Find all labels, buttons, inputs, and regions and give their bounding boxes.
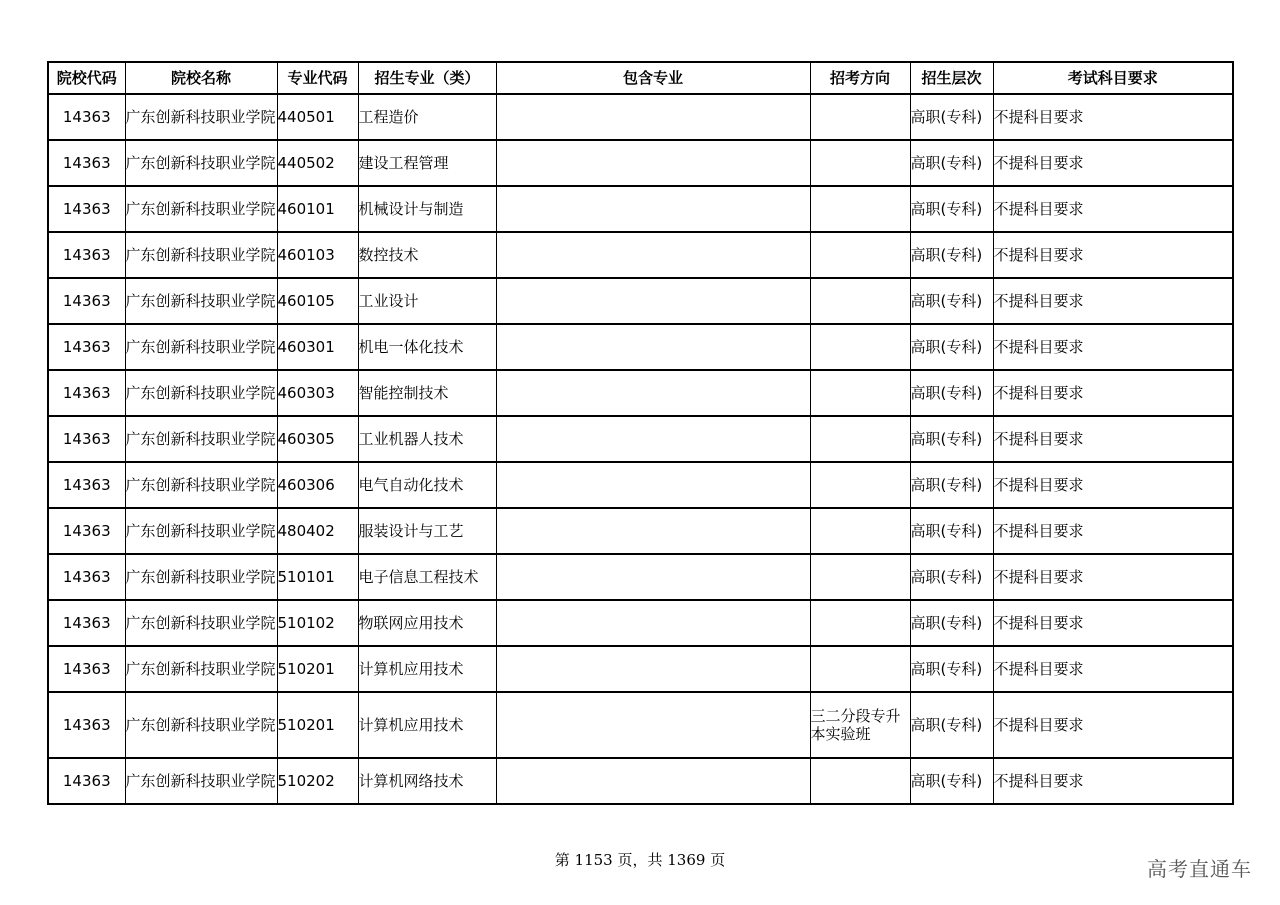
page-number: 第 1153 页，共 1369 页 bbox=[554, 851, 726, 869]
cell-school-name: 广东创新科技职业学院 bbox=[125, 554, 277, 600]
cell-direction bbox=[810, 600, 910, 646]
cell-included-majors bbox=[496, 554, 810, 600]
cell-major: 机电一体化技术 bbox=[358, 324, 496, 370]
cell-major-code: 460306 bbox=[277, 462, 358, 508]
cell-requirement: 不提科目要求 bbox=[993, 278, 1233, 324]
cell-included-majors bbox=[496, 324, 810, 370]
cell-included-majors bbox=[496, 508, 810, 554]
table-row bbox=[48, 600, 1233, 646]
cell-school-code: 14363 bbox=[48, 758, 125, 804]
cell-school-name: 广东创新科技职业学院 bbox=[125, 140, 277, 186]
cell-requirement: 不提科目要求 bbox=[993, 554, 1233, 600]
header-requirement: 考试科目要求 bbox=[993, 62, 1233, 94]
cell-included-majors bbox=[496, 646, 810, 692]
cell-requirement: 不提科目要求 bbox=[993, 232, 1233, 278]
cell-major-code: 510201 bbox=[277, 646, 358, 692]
cell-direction bbox=[810, 416, 910, 462]
header-level: 招生层次 bbox=[910, 62, 993, 94]
table-row bbox=[48, 186, 1233, 232]
cell-major-code: 480402 bbox=[277, 508, 358, 554]
cell-direction: 三二分段专升本实验班 bbox=[810, 692, 910, 758]
cell-school-code: 14363 bbox=[48, 462, 125, 508]
cell-major: 建设工程管理 bbox=[358, 140, 496, 186]
cell-school-name: 广东创新科技职业学院 bbox=[125, 370, 277, 416]
cell-school-name: 广东创新科技职业学院 bbox=[125, 600, 277, 646]
cell-major-code: 440502 bbox=[277, 140, 358, 186]
cell-school-name: 广东创新科技职业学院 bbox=[125, 232, 277, 278]
cell-requirement: 不提科目要求 bbox=[993, 94, 1233, 140]
cell-school-code: 14363 bbox=[48, 186, 125, 232]
table-row bbox=[48, 416, 1233, 462]
cell-major: 工程造价 bbox=[358, 94, 496, 140]
cell-level: 高职(专科) bbox=[910, 416, 993, 462]
cell-level: 高职(专科) bbox=[910, 554, 993, 600]
cell-included-majors bbox=[496, 186, 810, 232]
cell-school-code: 14363 bbox=[48, 94, 125, 140]
cell-school-code: 14363 bbox=[48, 646, 125, 692]
admissions-table bbox=[47, 61, 1234, 805]
table-row bbox=[48, 278, 1233, 324]
cell-major: 电气自动化技术 bbox=[358, 462, 496, 508]
table-row bbox=[48, 462, 1233, 508]
cell-school-code: 14363 bbox=[48, 416, 125, 462]
cell-school-code: 14363 bbox=[48, 554, 125, 600]
cell-included-majors bbox=[496, 94, 810, 140]
cell-school-code: 14363 bbox=[48, 232, 125, 278]
cell-school-name: 广东创新科技职业学院 bbox=[125, 416, 277, 462]
cell-direction bbox=[810, 554, 910, 600]
cell-direction bbox=[810, 186, 910, 232]
cell-major-code: 460101 bbox=[277, 186, 358, 232]
cell-level: 高职(专科) bbox=[910, 646, 993, 692]
cell-school-name: 广东创新科技职业学院 bbox=[125, 324, 277, 370]
cell-level: 高职(专科) bbox=[910, 232, 993, 278]
cell-level: 高职(专科) bbox=[910, 692, 993, 758]
cell-requirement: 不提科目要求 bbox=[993, 186, 1233, 232]
cell-school-name: 广东创新科技职业学院 bbox=[125, 186, 277, 232]
cell-level: 高职(专科) bbox=[910, 186, 993, 232]
cell-major-code: 460105 bbox=[277, 278, 358, 324]
cell-requirement: 不提科目要求 bbox=[993, 758, 1233, 804]
cell-major: 智能控制技术 bbox=[358, 370, 496, 416]
cell-school-name: 广东创新科技职业学院 bbox=[125, 462, 277, 508]
cell-level: 高职(专科) bbox=[910, 324, 993, 370]
cell-major: 服装设计与工艺 bbox=[358, 508, 496, 554]
cell-major-code: 510102 bbox=[277, 600, 358, 646]
cell-direction bbox=[810, 370, 910, 416]
cell-direction bbox=[810, 758, 910, 804]
cell-major-code: 510202 bbox=[277, 758, 358, 804]
cell-direction bbox=[810, 646, 910, 692]
cell-major: 物联网应用技术 bbox=[358, 600, 496, 646]
table-row bbox=[48, 94, 1233, 140]
cell-direction bbox=[810, 232, 910, 278]
cell-included-majors bbox=[496, 278, 810, 324]
cell-major: 工业设计 bbox=[358, 278, 496, 324]
cell-requirement: 不提科目要求 bbox=[993, 370, 1233, 416]
cell-level: 高职(专科) bbox=[910, 140, 993, 186]
cell-major-code: 460303 bbox=[277, 370, 358, 416]
header-row bbox=[48, 62, 1233, 94]
cell-school-name: 广东创新科技职业学院 bbox=[125, 508, 277, 554]
cell-requirement: 不提科目要求 bbox=[993, 692, 1233, 758]
cell-school-code: 14363 bbox=[48, 508, 125, 554]
cell-direction bbox=[810, 140, 910, 186]
header-major: 招生专业（类） bbox=[358, 62, 496, 94]
cell-major-code: 460305 bbox=[277, 416, 358, 462]
cell-school-name: 广东创新科技职业学院 bbox=[125, 692, 277, 758]
cell-major: 数控技术 bbox=[358, 232, 496, 278]
cell-school-code: 14363 bbox=[48, 140, 125, 186]
cell-requirement: 不提科目要求 bbox=[993, 462, 1233, 508]
table-row bbox=[48, 554, 1233, 600]
table-row bbox=[48, 324, 1233, 370]
cell-direction bbox=[810, 94, 910, 140]
table-row bbox=[48, 758, 1233, 804]
cell-requirement: 不提科目要求 bbox=[993, 140, 1233, 186]
cell-school-code: 14363 bbox=[48, 600, 125, 646]
cell-included-majors bbox=[496, 140, 810, 186]
cell-school-code: 14363 bbox=[48, 278, 125, 324]
cell-school-name: 广东创新科技职业学院 bbox=[125, 94, 277, 140]
header-school-code: 院校代码 bbox=[48, 62, 125, 94]
header-major-code: 专业代码 bbox=[277, 62, 358, 94]
cell-included-majors bbox=[496, 692, 810, 758]
cell-school-name: 广东创新科技职业学院 bbox=[125, 758, 277, 804]
table-body bbox=[48, 94, 1233, 804]
cell-direction bbox=[810, 462, 910, 508]
cell-requirement: 不提科目要求 bbox=[993, 416, 1233, 462]
header-school-name: 院校名称 bbox=[125, 62, 277, 94]
cell-major-code: 460103 bbox=[277, 232, 358, 278]
table-row bbox=[48, 232, 1233, 278]
cell-requirement: 不提科目要求 bbox=[993, 646, 1233, 692]
cell-school-code: 14363 bbox=[48, 370, 125, 416]
cell-major: 机械设计与制造 bbox=[358, 186, 496, 232]
cell-major: 计算机应用技术 bbox=[358, 692, 496, 758]
cell-level: 高职(专科) bbox=[910, 370, 993, 416]
cell-major: 计算机应用技术 bbox=[358, 646, 496, 692]
table-row bbox=[48, 370, 1233, 416]
cell-major-code: 460301 bbox=[277, 324, 358, 370]
cell-included-majors bbox=[496, 758, 810, 804]
cell-major-code: 440501 bbox=[277, 94, 358, 140]
cell-school-name: 广东创新科技职业学院 bbox=[125, 278, 277, 324]
cell-major: 工业机器人技术 bbox=[358, 416, 496, 462]
table-row bbox=[48, 692, 1233, 758]
cell-direction bbox=[810, 508, 910, 554]
cell-school-code: 14363 bbox=[48, 692, 125, 758]
cell-included-majors bbox=[496, 370, 810, 416]
cell-requirement: 不提科目要求 bbox=[993, 508, 1233, 554]
cell-major-code: 510101 bbox=[277, 554, 358, 600]
cell-major-code: 510201 bbox=[277, 692, 358, 758]
cell-included-majors bbox=[496, 462, 810, 508]
cell-level: 高职(专科) bbox=[910, 278, 993, 324]
header-direction: 招考方向 bbox=[810, 62, 910, 94]
cell-level: 高职(专科) bbox=[910, 758, 993, 804]
cell-included-majors bbox=[496, 232, 810, 278]
header-included-majors: 包含专业 bbox=[496, 62, 810, 94]
cell-major: 计算机网络技术 bbox=[358, 758, 496, 804]
cell-included-majors bbox=[496, 416, 810, 462]
cell-level: 高职(专科) bbox=[910, 600, 993, 646]
cell-school-code: 14363 bbox=[48, 324, 125, 370]
cell-level: 高职(专科) bbox=[910, 462, 993, 508]
cell-direction bbox=[810, 278, 910, 324]
cell-school-name: 广东创新科技职业学院 bbox=[125, 646, 277, 692]
table-row bbox=[48, 508, 1233, 554]
watermark: 高考直通车 bbox=[1147, 857, 1252, 881]
table-row bbox=[48, 646, 1233, 692]
table-row bbox=[48, 140, 1233, 186]
cell-direction bbox=[810, 324, 910, 370]
cell-level: 高职(专科) bbox=[910, 508, 993, 554]
cell-requirement: 不提科目要求 bbox=[993, 324, 1233, 370]
cell-requirement: 不提科目要求 bbox=[993, 600, 1233, 646]
cell-level: 高职(专科) bbox=[910, 94, 993, 140]
cell-included-majors bbox=[496, 600, 810, 646]
cell-major: 电子信息工程技术 bbox=[358, 554, 496, 600]
